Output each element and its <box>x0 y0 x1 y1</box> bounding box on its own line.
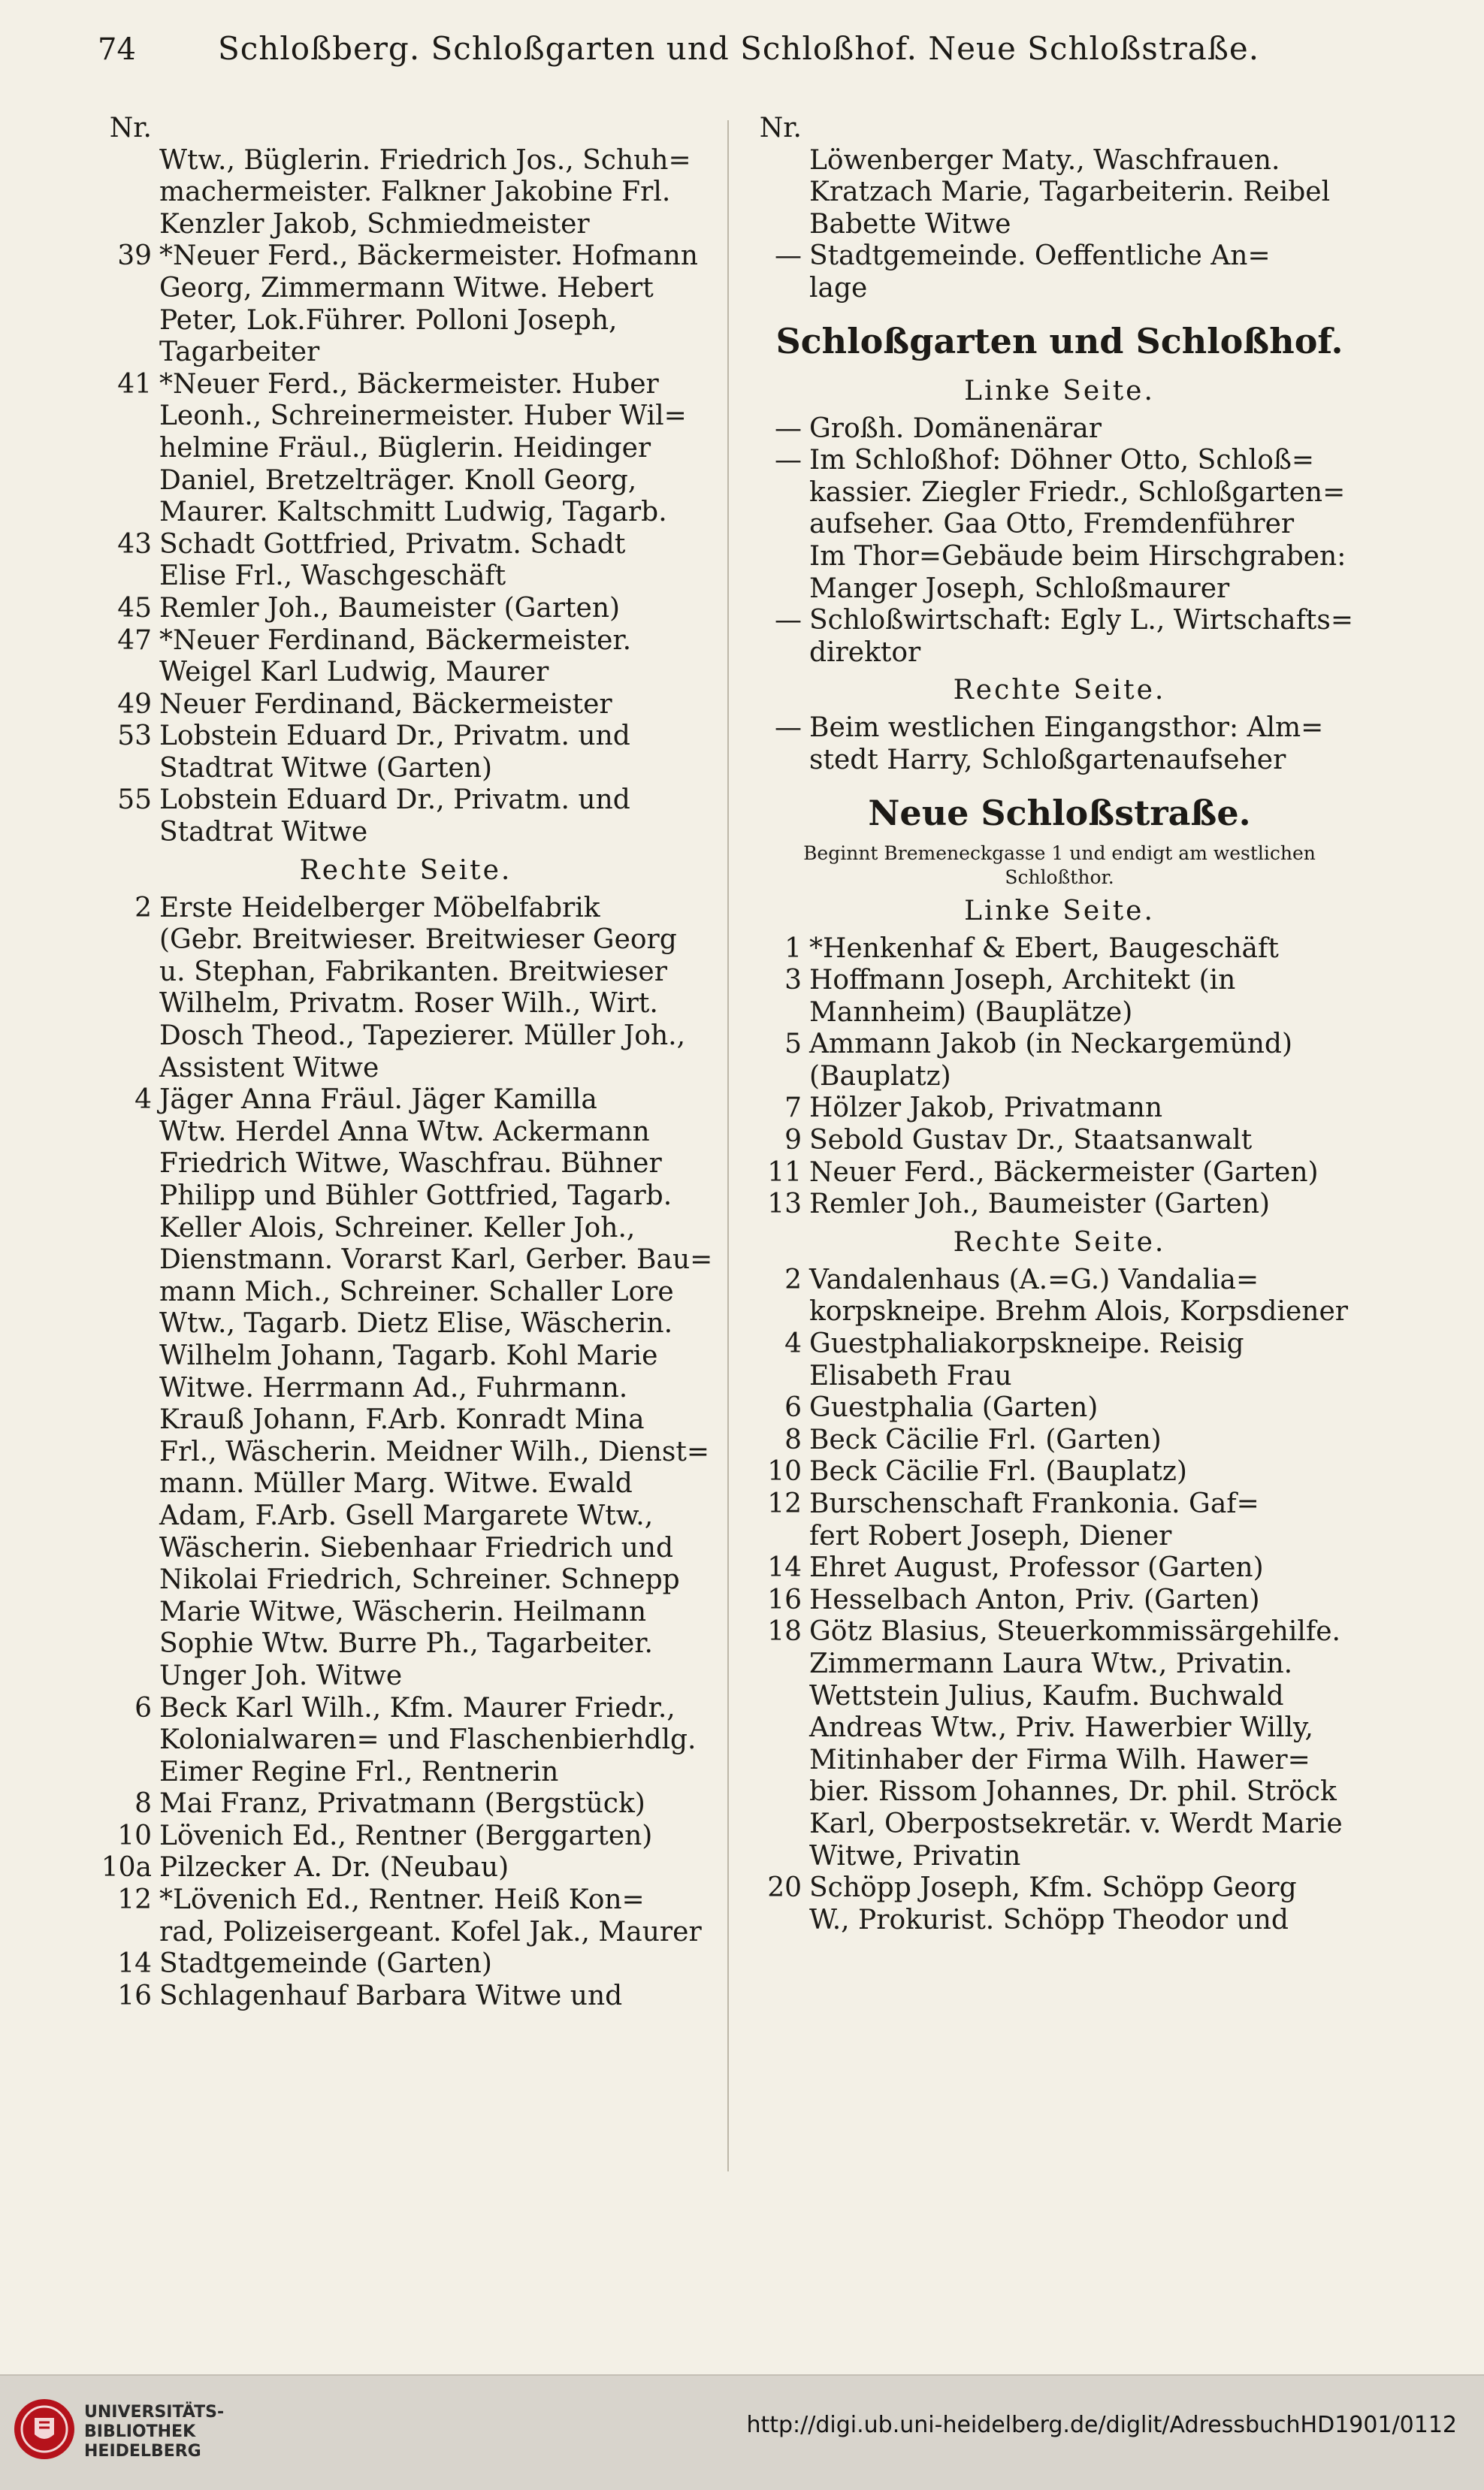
directory-entry-line <box>98 1340 714 1373</box>
house-number: 43 <box>117 528 152 560</box>
house-number: 49 <box>117 688 152 720</box>
entry-text: mann. Müller Marg. Witwe. Ewald <box>159 1468 633 1500</box>
directory-entry-line <box>98 625 714 657</box>
directory-entry-line <box>98 1468 714 1500</box>
entry-text: *Lövenich Ed., Rentner. Heiß Kon= <box>159 1884 645 1916</box>
page-header <box>98 30 1375 83</box>
directory-entry-line <box>98 1693 714 1725</box>
directory-entry-line <box>98 721 714 753</box>
directory-entry-line <box>98 177 714 209</box>
entry-text: Dosch Theod., Tapezierer. Müller Joh., <box>159 1020 686 1052</box>
entry-text: Erste Heidelberger Möbelfabrik <box>159 892 600 923</box>
entry-text: Dienstmann. Vorarst Karl, Gerber. Bau= <box>159 1244 713 1276</box>
directory-entry-line <box>98 1852 714 1884</box>
house-number: 47 <box>117 624 152 656</box>
entry-text: Im Schloßhof: Döhner Otto, Schloß= <box>809 445 1315 476</box>
footer-bar <box>0 2374 1484 2490</box>
directory-entry-line <box>98 1917 714 1949</box>
directory-entry-line <box>748 541 1371 573</box>
directory-entry-line <box>98 1308 714 1340</box>
entry-text: Pilzecker A. Dr. (Neubau) <box>159 1852 509 1884</box>
entry-text: Stadtgemeinde (Garten) <box>159 1948 492 1980</box>
house-number: 55 <box>117 784 152 816</box>
entry-text: Wtw., Büglerin. Friedrich Jos., Schuh= <box>159 144 691 176</box>
directory-entry-line <box>748 1361 1371 1393</box>
house-number: 10a <box>101 1852 152 1884</box>
directory-entry-line <box>748 605 1371 637</box>
subsection-heading: Rechte Seite. <box>953 1226 1166 1258</box>
entry-text: Schöpp Joseph, Kfm. Schöpp Georg <box>809 1872 1297 1904</box>
directory-entry-line <box>98 240 714 273</box>
entry-text: helmine Fräul., Büglerin. Heidinger <box>159 432 651 464</box>
street-note: Schloßthor. <box>1005 866 1114 888</box>
entry-text: Zimmermann Laura Wtw., Privatin. <box>809 1648 1293 1679</box>
directory-entry-line <box>748 1552 1371 1585</box>
entry-text: Kolonialwaren= und Flaschenbierhdlg. <box>159 1724 697 1756</box>
directory-entry-line <box>98 1948 714 1981</box>
entry-text: Tagarbeiter <box>159 337 320 368</box>
directory-entry-line <box>748 1521 1371 1553</box>
entry-text: stedt Harry, Schloßgartenaufseher <box>809 744 1286 775</box>
directory-entry-line <box>748 1841 1371 1873</box>
directory-entry-line <box>748 1809 1371 1841</box>
house-number: 6 <box>134 1692 152 1724</box>
directory-entry-line <box>748 145 1371 177</box>
directory-entry-line <box>748 1585 1371 1617</box>
directory-entry-line <box>748 1681 1371 1713</box>
directory-entry-line <box>748 445 1371 477</box>
library-logo-text <box>84 2403 224 2461</box>
directory-entry-line <box>748 1092 1371 1125</box>
directory-entry-line <box>98 1724 714 1757</box>
directory-entry-line <box>748 1125 1371 1157</box>
logo-line: UNIVERSITÄTS- <box>84 2403 225 2422</box>
house-number: 5 <box>784 1029 802 1060</box>
directory-entry-line <box>98 273 714 305</box>
page-number: 74 <box>98 32 136 67</box>
entry-text: Wäscherin. Siebenhaar Friedrich und <box>159 1532 674 1564</box>
directory-entry-line <box>748 1712 1371 1745</box>
entry-text: Unger Joh. Witwe <box>159 1660 403 1691</box>
house-number: — <box>775 445 802 476</box>
house-number: 2 <box>784 1264 802 1295</box>
directory-entry-line <box>98 988 714 1020</box>
directory-entry-line <box>98 753 714 785</box>
entry-text: Hölzer Jakob, Privatmann <box>809 1092 1163 1124</box>
directory-entry-line <box>98 1020 714 1053</box>
entry-text: Kenzler Jakob, Schmiedmeister <box>159 208 590 240</box>
directory-entry-line <box>98 689 714 721</box>
directory-entry-line <box>98 369 714 401</box>
entry-text: Weigel Karl Ludwig, Maurer <box>159 657 549 688</box>
subsection-heading: Linke Seite. <box>964 895 1155 926</box>
house-number: 16 <box>767 1584 802 1615</box>
directory-entry-line <box>748 113 1371 145</box>
subsection-heading: Rechte Seite. <box>299 854 512 886</box>
house-number: 41 <box>117 368 152 400</box>
entry-text: Witwe. Herrmann Ad., Fuhrmann. <box>159 1372 628 1404</box>
directory-entry-line <box>98 1597 714 1629</box>
entry-text: mann Mich., Schreiner. Schaller Lore <box>159 1276 674 1307</box>
entry-text: Georg, Zimmermann Witwe. Hebert <box>159 272 654 304</box>
directory-entry-line <box>98 593 714 625</box>
house-number: 4 <box>784 1328 802 1360</box>
directory-entry-line <box>98 1373 714 1405</box>
entry-text: Leonh., Schreinermeister. Huber Wil= <box>159 400 687 432</box>
directory-entry-line <box>98 561 714 593</box>
entry-text: Wtw. Herdel Anna Wtw. Ackermann <box>159 1116 650 1147</box>
directory-entry-line <box>98 305 714 337</box>
directory-entry-line <box>98 657 714 689</box>
house-number: 39 <box>117 240 152 272</box>
directory-entry-line <box>748 1296 1371 1328</box>
directory-entry-line <box>98 1148 714 1180</box>
directory-entry-line <box>98 1053 714 1085</box>
entry-text: direktor <box>809 636 921 668</box>
entry-text: *Neuer Ferdinand, Bäckermeister. <box>159 624 632 656</box>
directory-entry-line <box>98 1981 714 2013</box>
directory-entry-line <box>98 497 714 529</box>
directory-entry-line <box>98 1564 714 1597</box>
directory-entry-line <box>748 1392 1371 1425</box>
directory-entry-line <box>748 240 1371 273</box>
entry-text: Keller Alois, Schreiner. Keller Joh., <box>159 1212 636 1243</box>
entry-text: Lobstein Eduard Dr., Privatm. und <box>159 784 630 816</box>
directory-entry-line <box>98 956 714 989</box>
directory-entry-line <box>98 1437 714 1469</box>
directory-entry-line <box>98 400 714 433</box>
directory-entry-line <box>98 1213 714 1245</box>
entry-text: fert Robert Joseph, Diener <box>809 1520 1172 1552</box>
entry-text: Im Thor=Gebäude beim Hirschgraben: <box>809 540 1346 572</box>
source-url[interactable]: http://digi.ub.uni-heidelberg.de/diglit/AdressbuchHD1901/0112 <box>746 2412 1457 2438</box>
subsection-heading: Rechte Seite. <box>953 675 1166 706</box>
entry-text: Schloßwirtschaft: Egly L., Wirtschafts= <box>809 605 1354 636</box>
entry-text: Guestphalia (Garten) <box>809 1392 1099 1424</box>
directory-entry-line <box>748 637 1371 669</box>
entry-text: Marie Witwe, Wäscherin. Heilmann <box>159 1596 647 1627</box>
entry-text: Mai Franz, Privatmann (Bergstück) <box>159 1788 645 1820</box>
entry-text: Schlagenhauf Barbara Witwe und <box>159 1980 623 2011</box>
house-number: 53 <box>117 721 152 752</box>
directory-entry-line <box>748 209 1371 241</box>
directory-entry-line <box>98 465 714 497</box>
entry-text: Friedrich Witwe, Waschfrau. Bühner <box>159 1148 662 1180</box>
house-number: 16 <box>117 1980 152 2011</box>
entry-text: Frl., Wäscherin. Meidner Wilh., Dienst= <box>159 1436 710 1467</box>
directory-entry-line <box>98 1757 714 1789</box>
entry-text: Peter, Lok.Führer. Polloni Joseph, <box>159 304 618 336</box>
directory-entry-line <box>748 1648 1371 1681</box>
entry-text: Nikolai Friedrich, Schreiner. Schnepp <box>159 1564 680 1596</box>
house-number: 13 <box>767 1189 802 1220</box>
directory-entry-line <box>748 273 1371 305</box>
entry-text: *Neuer Ferd., Bäckermeister. Hofmann <box>159 240 698 272</box>
entry-text: Lövenich Ed., Rentner (Berggarten) <box>159 1820 653 1851</box>
directory-entry-line <box>98 337 714 369</box>
directory-entry-line <box>748 1488 1371 1521</box>
entry-text: Stadtrat Witwe <box>159 817 368 848</box>
entry-text: Hoffmann Joseph, Architekt (in <box>809 965 1236 996</box>
house-number: 6 <box>784 1392 802 1424</box>
directory-entry-line <box>98 433 714 465</box>
directory-entry-line <box>748 1328 1371 1361</box>
entry-text: Beck Cäcilie Frl. (Bauplatz) <box>809 1456 1187 1488</box>
entry-text: Remler Joh., Baumeister (Garten) <box>809 1189 1271 1220</box>
entry-text: Neuer Ferd., Bäckermeister (Garten) <box>809 1156 1319 1188</box>
entry-text: Stadtrat Witwe (Garten) <box>159 752 493 784</box>
entry-text: Wilhelm Johann, Tagarb. Kohl Marie <box>159 1340 658 1371</box>
entry-text: Ehret August, Professor (Garten) <box>809 1552 1264 1584</box>
entry-text: Eimer Regine Frl., Rentnerin <box>159 1756 559 1787</box>
house-number: 10 <box>767 1456 802 1488</box>
directory-entry-line <box>98 113 714 145</box>
logo-line: BIBLIOTHEK <box>84 2422 196 2441</box>
subsection-heading: Linke Seite. <box>964 375 1155 406</box>
house-number: — <box>775 712 802 744</box>
entry-text: Babette Witwe <box>809 208 1011 240</box>
left-column <box>98 113 714 2012</box>
directory-entry-line <box>98 1533 714 1565</box>
directory-entry-line <box>748 965 1371 997</box>
house-number: 10 <box>117 1820 152 1851</box>
directory-entry-line <box>98 1661 714 1693</box>
entry-text: Lobstein Eduard Dr., Privatm. und <box>159 721 630 752</box>
entry-text: (Bauplatz) <box>809 1060 951 1092</box>
entry-text: Beim westlichen Eingangsthor: Alm= <box>809 712 1324 744</box>
entry-text: Wilhelm, Privatm. Roser Wilh., Wirt. <box>159 988 658 1020</box>
house-number: 4 <box>134 1084 152 1116</box>
entry-text: Assistent Witwe <box>159 1052 379 1083</box>
directory-entry-line <box>98 924 714 956</box>
entry-text: Guestphaliakorpskneipe. Reisig <box>809 1328 1244 1360</box>
directory-entry-line <box>98 893 714 925</box>
entry-text: Maurer. Kaltschmitt Ludwig, Tagarb. <box>159 497 667 528</box>
entry-text: Hesselbach Anton, Priv. (Garten) <box>809 1584 1260 1615</box>
university-seal-icon <box>12 2397 77 2461</box>
directory-entry-line <box>748 745 1371 777</box>
street-note: Beginnt Bremeneckgasse 1 und endigt am westlichen <box>803 842 1316 864</box>
entry-text: Sophie Wtw. Burre Ph., Tagarbeiter. <box>159 1628 653 1660</box>
right-column <box>748 113 1371 1936</box>
house-number: 18 <box>767 1616 802 1648</box>
entry-text: bier. Rissom Johannes, Dr. phil. Ströck <box>809 1776 1337 1808</box>
house-number: Nr. <box>759 113 802 144</box>
house-number: 8 <box>134 1788 152 1820</box>
logo-line: HEIDELBERG <box>84 2442 201 2461</box>
directory-entry-line <box>748 1776 1371 1809</box>
directory-entry-line <box>748 573 1371 606</box>
entry-text: Daniel, Bretzelträger. Knoll Georg, <box>159 464 637 496</box>
directory-entry-line <box>98 817 714 849</box>
directory-entry-line <box>748 1745 1371 1777</box>
directory-entry-line <box>98 1404 714 1437</box>
house-number: 1 <box>784 932 802 964</box>
entry-text: Schadt Gottfried, Privatm. Schadt <box>159 528 626 560</box>
street-section-title: Schloßgarten und Schloßhof. <box>775 320 1343 361</box>
entry-text: Adam, F.Arb. Gsell Margarete Wtw., <box>159 1500 654 1531</box>
directory-entry-line <box>98 1244 714 1277</box>
entry-text: Kratzach Marie, Tagarbeiterin. Reibel <box>809 177 1331 208</box>
directory-entry-line <box>98 1180 714 1213</box>
house-number: 11 <box>767 1156 802 1188</box>
directory-entry-line <box>98 1628 714 1661</box>
directory-entry-line <box>98 529 714 561</box>
entry-text: Beck Karl Wilh., Kfm. Maurer Friedr., <box>159 1692 676 1724</box>
entry-text: rad, Polizeisergeant. Kofel Jak., Maurer <box>159 1916 702 1948</box>
entry-text: (Gebr. Breitwieser. Breitwieser Georg <box>159 924 677 956</box>
directory-entry-line <box>98 1821 714 1853</box>
directory-entry-line <box>98 1788 714 1821</box>
entry-text: Mitinhaber der Firma Wilh. Hawer= <box>809 1744 1310 1775</box>
directory-entry-line <box>748 1456 1371 1488</box>
directory-entry-line <box>748 1616 1371 1648</box>
entry-text: Stadtgemeinde. Oeffentliche An= <box>809 240 1271 272</box>
directory-entry-line <box>748 177 1371 209</box>
entry-text: Vandalenhaus (A.=G.) Vandalia= <box>809 1264 1259 1295</box>
directory-entry-line <box>98 1117 714 1149</box>
entry-text: Löwenberger Maty., Waschfrauen. <box>809 144 1280 176</box>
directory-entry-line <box>98 145 714 177</box>
directory-entry-line <box>748 997 1371 1029</box>
directory-entry-line <box>98 1084 714 1117</box>
entry-text: Karl, Oberpostsekretär. v. Werdt Marie <box>809 1808 1343 1839</box>
house-number: 14 <box>117 1948 152 1980</box>
column-divider <box>727 120 729 2171</box>
house-number: 45 <box>117 592 152 624</box>
entry-text: Wtw., Tagarb. Dietz Elise, Wäscherin. <box>159 1308 673 1340</box>
entry-text: Remler Joh., Baumeister (Garten) <box>159 592 621 624</box>
directory-entry-line <box>748 1905 1371 1937</box>
entry-text: korpskneipe. Brehm Alois, Korpsdiener <box>809 1296 1348 1328</box>
house-number: 12 <box>117 1884 152 1916</box>
directory-entry-line <box>748 1872 1371 1905</box>
entry-text: lage <box>809 272 868 304</box>
entry-text: Sebold Gustav Dr., Staatsanwalt <box>809 1125 1253 1156</box>
entry-text: Andreas Wtw., Priv. Hawerbier Willy, <box>809 1712 1313 1744</box>
house-number: 9 <box>784 1125 802 1156</box>
entry-text: Beck Cäcilie Frl. (Garten) <box>809 1424 1162 1455</box>
directory-entry-line <box>748 1265 1371 1297</box>
directory-entry-line <box>98 1500 714 1533</box>
house-number: 20 <box>767 1872 802 1904</box>
directory-entry-line <box>748 1157 1371 1189</box>
entry-text: u. Stephan, Fabrikanten. Breitwieser <box>159 956 667 987</box>
entry-text: machermeister. Falkner Jakobine Frl. <box>159 177 671 208</box>
entry-text: W., Prokurist. Schöpp Theodor und <box>809 1904 1289 1935</box>
directory-entry-line <box>748 712 1371 745</box>
directory-entry-line <box>748 1029 1371 1061</box>
entry-text: Krauß Johann, F.Arb. Konradt Mina <box>159 1404 645 1436</box>
entry-text: kassier. Ziegler Friedr., Schloßgarten= <box>809 476 1346 508</box>
directory-entry-line <box>748 1189 1371 1221</box>
entry-text: Burschenschaft Frankonia. Gaf= <box>809 1488 1259 1519</box>
directory-entry-line <box>98 1277 714 1309</box>
entry-text: *Neuer Ferd., Bäckermeister. Huber <box>159 368 659 400</box>
house-number: 8 <box>784 1424 802 1455</box>
entry-text: Philipp und Bühler Gottfried, Tagarb. <box>159 1180 672 1211</box>
entry-text: *Henkenhaf & Ebert, Baugeschäft <box>809 932 1279 964</box>
entry-text: aufseher. Gaa Otto, Fremdenführer <box>809 509 1295 540</box>
directory-entry-line <box>98 784 714 817</box>
entry-text: Mannheim) (Bauplätze) <box>809 996 1133 1028</box>
directory-entry-line <box>748 509 1371 541</box>
house-number: 2 <box>134 892 152 923</box>
directory-entry-line <box>748 477 1371 509</box>
street-section-title: Neue Schloßstraße. <box>868 792 1251 833</box>
directory-entry-line <box>748 413 1371 446</box>
entry-text: Wettstein Julius, Kaufm. Buchwald <box>809 1680 1284 1712</box>
directory-entry-line <box>748 1425 1371 1457</box>
house-number: Nr. <box>109 113 152 144</box>
house-number: 7 <box>784 1092 802 1124</box>
house-number: — <box>775 412 802 444</box>
directory-entry-line <box>748 1061 1371 1093</box>
directory-entry-line <box>748 933 1371 965</box>
entry-text: Neuer Ferdinand, Bäckermeister <box>159 688 612 720</box>
directory-entry-line <box>98 209 714 241</box>
entry-text: Ammann Jakob (in Neckargemünd) <box>809 1029 1293 1060</box>
house-number: — <box>775 240 802 272</box>
entry-text: Götz Blasius, Steuerkommissärgehilfe. <box>809 1616 1340 1648</box>
entry-text: Großh. Domänenärar <box>809 412 1102 444</box>
house-number: — <box>775 605 802 636</box>
entry-text: Jäger Anna Fräul. Jäger Kamilla <box>159 1084 597 1116</box>
house-number: 14 <box>767 1552 802 1584</box>
house-number: 3 <box>784 965 802 996</box>
directory-entry-line <box>98 1884 714 1917</box>
entry-text: Elise Frl., Waschgeschäft <box>159 561 506 592</box>
entry-text: Witwe, Privatin <box>809 1840 1021 1872</box>
house-number: 12 <box>767 1488 802 1519</box>
running-title: Schloßberg. Schloßgarten und Schloßhof. Neue Schloßstraße. <box>218 30 1260 67</box>
entry-text: Elisabeth Frau <box>809 1360 1012 1392</box>
entry-text: Manger Joseph, Schloßmaurer <box>809 573 1230 604</box>
